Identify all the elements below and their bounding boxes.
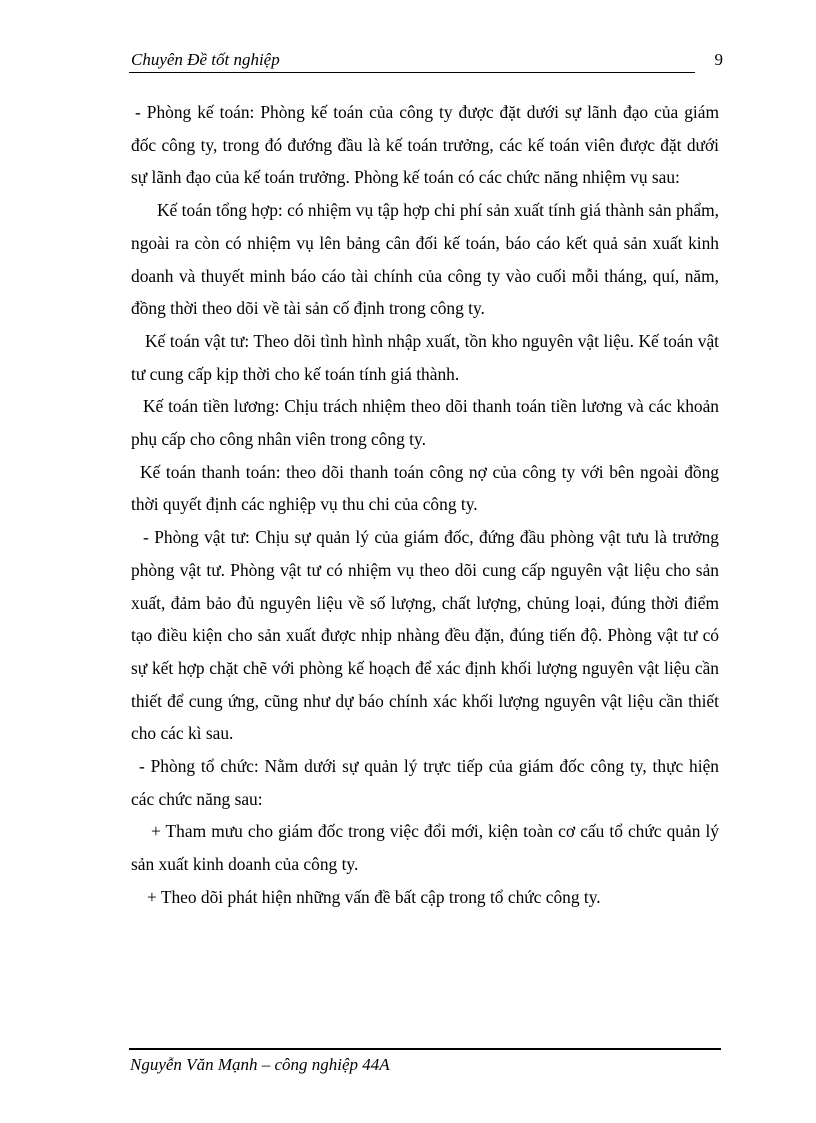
footer-rule [129, 1048, 721, 1050]
paragraph-materials-dept: - Phòng vật tư: Chịu sự quản lý của giám đốc, đứng đầu phòng vật tưu là trưởng phòng vật tư. Phòng vật tư có nhiệm vụ theo dõi cung cấp nguyên vật liệu cho sản xuất, đảm bảo đủ nguyên liệu về số lượng, chất lượng, chủng loại, đúng thời điểm tạo điều kiện cho sản xuất được nhịp nhàng đều đặn, đúng tiến độ. Phòng vật tư có sự kết hợp chặt chẽ với phòng kế hoạch để xác định khối lượng nguyên vật liệu cần thiết để cung ứng, cũng như dự báo chính xác khối lượng nguyên vật liệu cần thiết cho các kì sau. [131, 527, 719, 744]
paragraph-materials-accountant: Kế toán vật tư: Theo dõi tình hình nhập xuất, tồn kho nguyên vật liệu. Kế toán vật tư cung cấp kịp thời cho kế toán tính giá thành. [131, 330, 719, 384]
page-header [129, 48, 723, 74]
paragraph-payroll-accountant: Kế toán tiền lương: Chịu trách nhiệm theo dõi thanh toán tiền lương và các khoản phụ cấp cho công nhân viên trong công ty. [131, 396, 719, 450]
paragraph-advise-director: + Tham mưu cho giám đốc trong việc đổi mới, kiện toàn cơ cấu tổ chức quản lý sản xuất kinh doanh của công ty. [131, 821, 719, 875]
paragraph-payment-accountant: Kế toán thanh toán: theo dõi thanh toán công nợ của công ty với bên ngoài đồng thời quyết định các nghiệp vụ thu chi của công ty. [131, 461, 719, 515]
header-rule [129, 72, 695, 73]
page-number: 9 [714, 50, 723, 69]
page-footer [129, 1048, 721, 1075]
paragraph-monitor-issues: + Theo dõi phát hiện những vấn đề bất cập trong tổ chức công ty. [147, 886, 601, 907]
body-text [131, 96, 719, 914]
paragraph-general-accountant: Kế toán tổng hợp: có nhiệm vụ tập hợp chi phí sản xuất tính giá thành sản phẩm, ngoài ra còn có nhiệm vụ lên bảng cân đối kế toán, báo cáo kết quả sản xuất kinh doanh và thuyết minh báo cáo tài chính của công ty vào cuối mỗi tháng, quí, năm, đồng thời theo dõi về tài sản cố định trong công ty. [131, 200, 719, 319]
paragraph-organization-dept: - Phòng tổ chức: Nằm dưới sự quản lý trực tiếp của giám đốc công ty, thực hiện các chức năng sau: [131, 756, 719, 809]
footer-author: Nguyễn Văn Mạnh – công nghiệp 44A [130, 1055, 390, 1074]
paragraph-accounting-dept: - Phòng kế toán: Phòng kế toán của công ty được đặt dưới sự lãnh đạo của giám đốc công ty, trong đó đướng đầu là kế toán trưởng, các kế toán viên được đặt dưới sự lãnh đạo của kế toán trưởng. Phòng kế toán có các chức năng nhiệm vụ sau: [131, 102, 719, 188]
header-title: Chuyên Đề tốt nghiệp [131, 50, 280, 69]
